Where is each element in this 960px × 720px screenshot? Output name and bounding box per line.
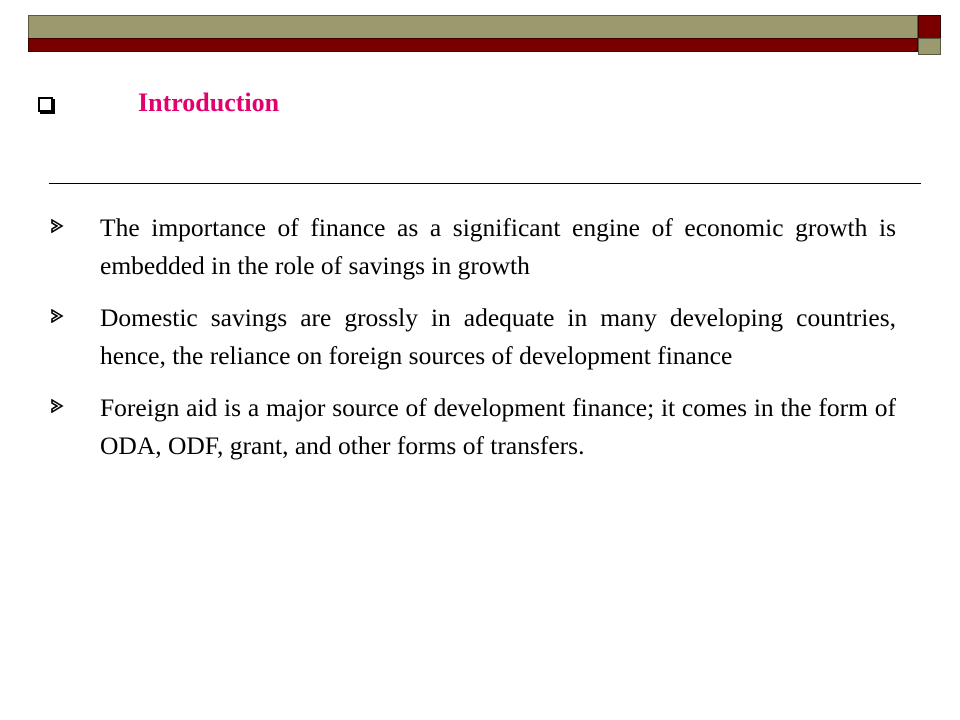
arrow-bullet-icon [50,209,100,285]
divider-line [49,183,921,184]
arrow-bullet-icon [50,299,100,375]
bullet-text: Domestic savings are grossly in adequate in many developing countries, hence, the reliance on foreign sources of development finance [100,303,896,370]
slide-title: Introduction [138,88,280,117]
square-bullet-icon [38,97,53,112]
list-item [50,389,896,465]
list-item [50,299,896,375]
decorative-corner-block-top [918,15,941,39]
bullet-text: The importance of finance as a significant engine of economic growth is embedded in the role of savings in growth [100,213,896,280]
decorative-top-bar [28,15,918,39]
list-item [50,209,896,285]
decorative-corner-block-bottom [918,38,941,55]
slide-heading [38,88,279,118]
bullet-list [50,209,896,479]
decorative-maroon-bar [28,38,918,52]
bullet-text: Foreign aid is a major source of development finance; it comes in the form of ODA, ODF, grant, and other forms of transfers. [100,393,896,460]
arrow-bullet-icon [50,389,100,465]
